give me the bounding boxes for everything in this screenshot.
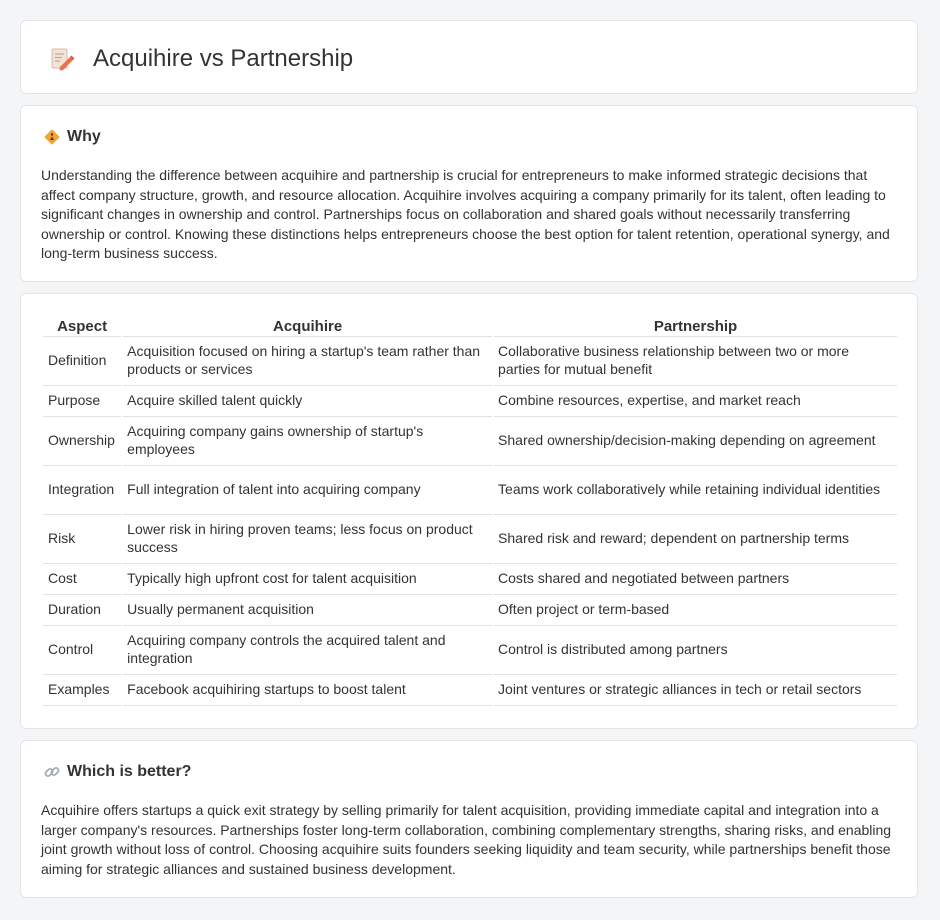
document-edit-icon bbox=[47, 45, 75, 73]
which-is-better-title: Which is better? bbox=[67, 763, 192, 780]
why-card bbox=[20, 105, 918, 282]
aspect-cell: Ownership bbox=[43, 417, 121, 466]
aspect-cell: Risk bbox=[43, 515, 121, 564]
column-header-acquihire: Acquihire bbox=[123, 314, 492, 337]
acquihire-cell: Acquiring company gains ownership of startup's employees bbox=[123, 417, 492, 466]
partnership-cell: Shared ownership/decision-making depending on agreement bbox=[494, 417, 897, 466]
partnership-cell: Shared risk and reward; dependent on partnership terms bbox=[494, 515, 897, 564]
table-row bbox=[43, 466, 897, 515]
aspect-cell: Examples bbox=[43, 675, 121, 706]
table-row bbox=[43, 337, 897, 386]
comparison-card bbox=[20, 293, 918, 729]
acquihire-cell: Acquiring company controls the acquired talent and integration bbox=[123, 626, 492, 675]
link-icon bbox=[43, 763, 61, 781]
table-row bbox=[43, 626, 897, 675]
partnership-cell: Costs shared and negotiated between partners bbox=[494, 564, 897, 595]
table-row bbox=[43, 675, 897, 706]
acquihire-cell: Typically high upfront cost for talent acquisition bbox=[123, 564, 492, 595]
partnership-cell: Control is distributed among partners bbox=[494, 626, 897, 675]
table-row bbox=[43, 515, 897, 564]
page-title: Acquihire vs Partnership bbox=[93, 45, 354, 72]
aspect-cell: Definition bbox=[43, 337, 121, 386]
acquihire-cell: Usually permanent acquisition bbox=[123, 595, 492, 626]
column-header-aspect: Aspect bbox=[43, 314, 121, 337]
table-header-row bbox=[43, 314, 897, 337]
acquihire-cell: Full integration of talent into acquiring company bbox=[123, 466, 492, 515]
table-row bbox=[43, 564, 897, 595]
partnership-cell: Teams work collaboratively while retaining individual identities bbox=[494, 466, 897, 515]
column-header-partnership: Partnership bbox=[494, 314, 897, 337]
aspect-cell: Control bbox=[43, 626, 121, 675]
acquihire-cell: Facebook acquihiring startups to boost talent bbox=[123, 675, 492, 706]
why-title: Why bbox=[67, 128, 101, 145]
table-row bbox=[43, 595, 897, 626]
aspect-cell: Purpose bbox=[43, 386, 121, 417]
which-is-better-card bbox=[20, 740, 918, 898]
acquihire-cell: Acquire skilled talent quickly bbox=[123, 386, 492, 417]
partnership-cell: Joint ventures or strategic alliances in tech or retail sectors bbox=[494, 675, 897, 706]
acquihire-cell: Lower risk in hiring proven teams; less focus on product success bbox=[123, 515, 492, 564]
warning-sign-icon bbox=[43, 128, 61, 146]
table-row bbox=[43, 417, 897, 466]
aspect-cell: Integration bbox=[43, 466, 121, 515]
partnership-cell: Often project or term-based bbox=[494, 595, 897, 626]
comparison-table bbox=[41, 314, 899, 706]
title-card bbox=[20, 20, 918, 94]
partnership-cell: Combine resources, expertise, and market reach bbox=[494, 386, 897, 417]
aspect-cell: Duration bbox=[43, 595, 121, 626]
aspect-cell: Cost bbox=[43, 564, 121, 595]
why-text: Understanding the difference between acquihire and partnership is crucial for entrepreneurs to make informed strategic decisions that affect company structure, growth, and resource allocation. Acquihire involves acquiring a company primarily for its talent, often leading to significant changes in ownership and control. Partnerships focus on collaboration and shared goals without necessarily transferring ownership or control. Knowing these distinctions helps entrepreneurs choose the best option for talent retention, operational synergy, and long-term business success. bbox=[41, 167, 890, 262]
acquihire-cell: Acquisition focused on hiring a startup's team rather than products or services bbox=[123, 337, 492, 386]
table-row bbox=[43, 386, 897, 417]
partnership-cell: Collaborative business relationship between two or more parties for mutual benefit bbox=[494, 337, 897, 386]
which-is-better-text: Acquihire offers startups a quick exit strategy by selling primarily for talent acquisition, providing immediate capital and integration into a larger company's resources. Partnerships foster long-term collaboration, combining complementary strengths, sharing risks, and enabling joint growth without loss of control. Choosing acquihire suits founders seeking liquidity and team security, while partnerships benefit those aiming for strategic alliances and sustained business development. bbox=[41, 802, 892, 877]
